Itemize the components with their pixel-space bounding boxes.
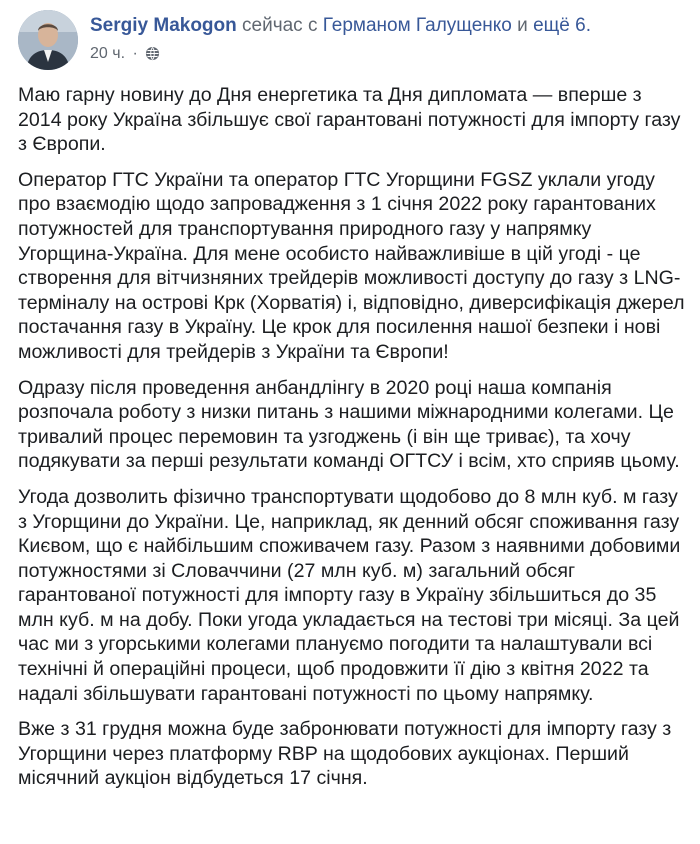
meta-separator: · bbox=[132, 45, 138, 62]
post-header bbox=[18, 10, 688, 70]
author-name[interactable]: Sergiy Makogon bbox=[90, 15, 237, 36]
post-body bbox=[18, 83, 686, 802]
post-meta bbox=[90, 44, 160, 64]
post-paragraph: Угода дозволить фізично транспортувати щодобово до 8 млн куб. м газу з Угорщини до України. Це, наприклад, як денний обсяг споживання газу Києвом, що є найбільшим споживачем газу. Разом з наявними добовими потужностями зі Словаччини (27 млн куб. м) загальний обсяг гарантованої потужності для імпорту газу в Україну збільшиться до 35 млн куб. м на добу. Поки угода укладається на тестові три місяці. За цей час ми з угорськими колегами плануємо погодити та налаштували всі технічні й операційні процеси, щоб продовжити її дію з квітня 2022 та надалі збільшувати гарантовані потужності по цьому напрямку. bbox=[18, 485, 681, 705]
tagged-person-link[interactable]: Германом Галущенко bbox=[322, 15, 512, 36]
tagged-others-link[interactable]: ещё 6. bbox=[533, 15, 591, 36]
post-paragraph: Оператор ГТС України та оператор ГТС Угорщини FGSZ уклали угоду про взаємодію щодо запровадження з 1 січня 2022 року гарантованих потужностей для транспортування природного газу у напрямку Угорщина-Україна. Для мене особисто найважливіше в цій угоді - це створення для вітчизняних трейдерів можливості доступу до газу з LNG-терміналу на острові Крк (Хорватія) і, відповідно, диверсифікація джерел постачання газу в Україну. Це крок для посилення нашої безпеки і нові можливості для трейдерів з України та Європи! bbox=[18, 168, 685, 363]
avatar-photo bbox=[18, 10, 78, 70]
post-title-line bbox=[90, 13, 591, 39]
post-paragraph: Маю гарну новину до Дня енергетика та Дня дипломата — вперше з 2014 року Україна збільшує свої гарантовані потужності для імпорту газу з Європи. bbox=[18, 84, 681, 156]
post-paragraph: Вже з 31 грудня можна буде забронювати потужності для імпорту газу з Угорщини через платформу RBP на щодобових аукціонах. Перший місячний аукціон відбудеться 17 січня. bbox=[18, 718, 672, 790]
and-connector: и bbox=[517, 15, 528, 36]
status-prefix: сейчас с bbox=[242, 15, 318, 36]
author-avatar[interactable] bbox=[18, 10, 78, 70]
post-paragraph: Одразу після проведення анбандлінгу в 2020 році наша компанія розпочала роботу з низки питань з нашими міжнародними колегами. Це тривалий процес перемовин та узгоджень (і він ще триває), та хочу подякувати за перші результати команді ОГТСУ і всім, хто сприяв цьому. bbox=[18, 376, 680, 473]
globe-icon[interactable] bbox=[145, 46, 160, 61]
post-timestamp[interactable]: 20 ч. bbox=[90, 45, 126, 62]
